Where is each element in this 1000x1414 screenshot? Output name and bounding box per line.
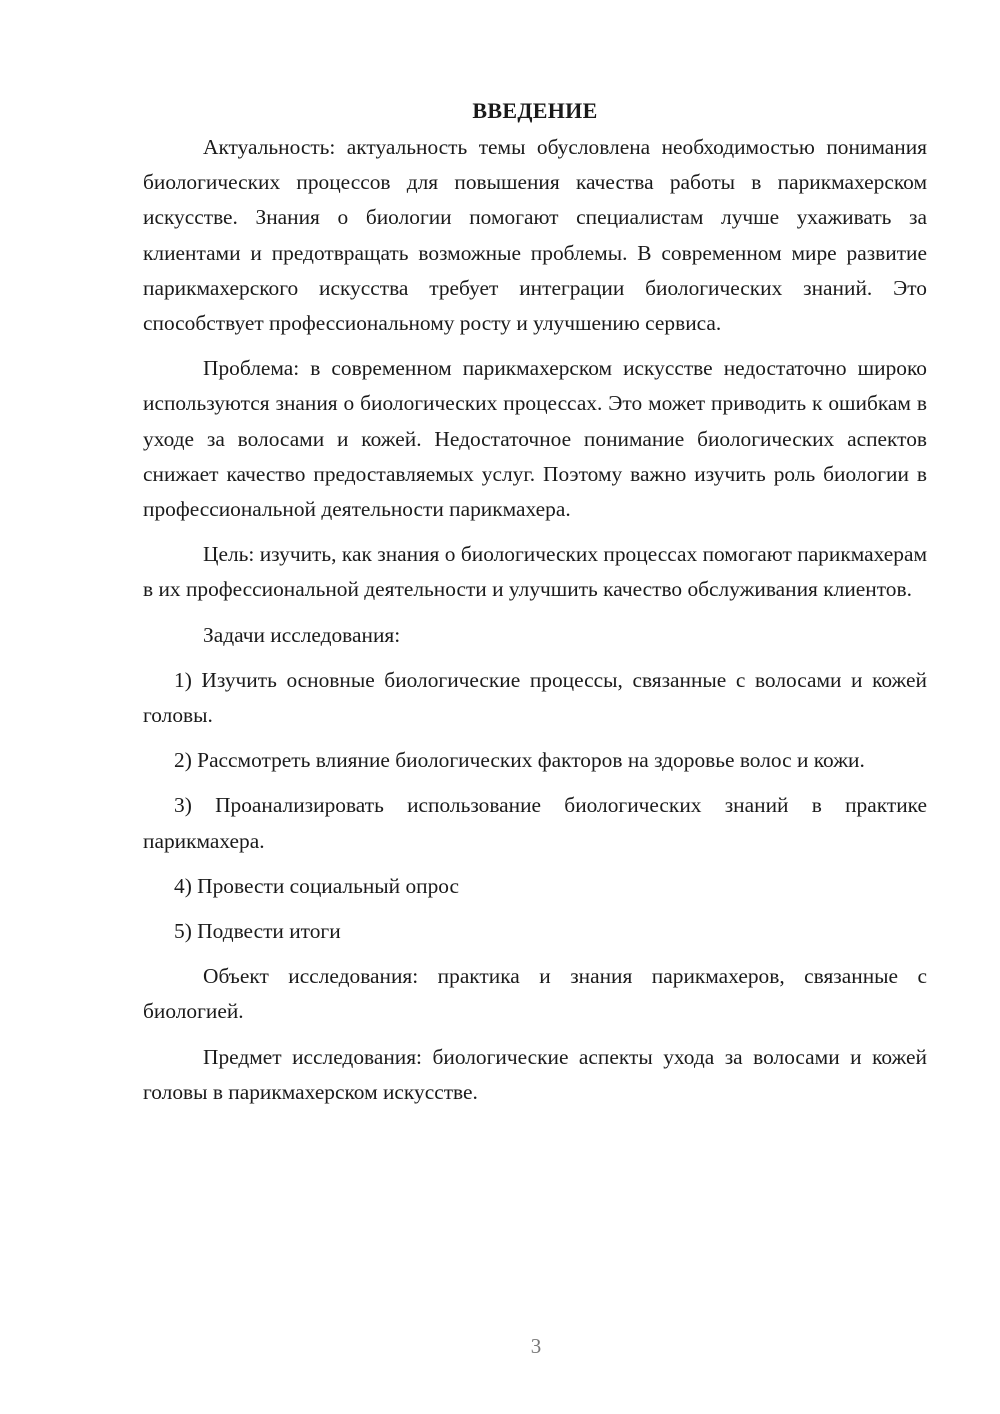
- task-item-1: 1) Изучить основные биологические процессы, связанные с волосами и кожей головы.: [143, 667, 927, 728]
- goal-paragraph: Цель: изучить, как знания о биологических процессах помогают парикмахерам в их профессиональной деятельности и улучшить качество обслуживания клиентов.: [143, 542, 927, 602]
- subject-paragraph: Предмет исследования: биологические аспекты ухода за волосами и кожей головы в парикмахерском искусстве.: [143, 1044, 927, 1104]
- section-title: ВВЕДЕНИЕ: [472, 98, 598, 123]
- page-number: 3: [530, 1334, 542, 1358]
- problem-paragraph: Проблема: в современном парикмахерском искусстве недостаточно широко используются знания о биологических процессах. Это может приводить к ошибкам в уходе за волосами и кожей. Недостаточное понимание биологических аспектов снижает качество предоставляемых услуг. Поэтому важно изучить роль биологии в профессиональной деятельности парикмахера.: [143, 356, 927, 522]
- object-paragraph: Объект исследования: практика и знания парикмахеров, связанные с биологией.: [143, 964, 927, 1024]
- relevance-paragraph: Актуальность: актуальность темы обусловлена необходимостью понимания биологических процессов для повышения качества работы в парикмахерском искусстве. Знания о биологии помогают специалистам лучше ухаживать за клиентами и предотвращать возможные проблемы. В современном мире развитие парикмахерского искусства требует интеграции биологических знаний. Это способствует профессиональному росту и улучшению сервиса.: [143, 135, 927, 336]
- task-item-4: 4) Провести социальный опрос: [174, 873, 460, 898]
- task-item-3: 3) Проанализировать использование биологических знаний в практике парикмахера.: [143, 793, 927, 853]
- page-content: [143, 96, 927, 1110]
- tasks-heading: Задачи исследования:: [203, 622, 401, 647]
- task-item-2: 2) Рассмотреть влияние биологических факторов на здоровье волос и кожи.: [174, 748, 865, 773]
- task-item-5: 5) Подвести итоги: [174, 919, 341, 944]
